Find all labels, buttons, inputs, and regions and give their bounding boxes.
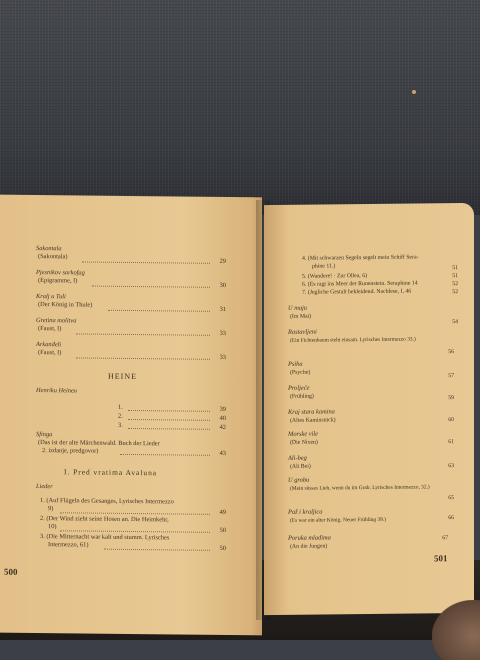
left-page — [0, 195, 262, 636]
entry-title: Poruka mladima — [288, 534, 331, 542]
page-number: 33 — [219, 353, 226, 361]
dot-leader — [120, 454, 210, 456]
entry-title: Arkanđeli — [36, 341, 62, 349]
page-number: 52 — [452, 289, 458, 296]
entry-sub: (Ali Bei) — [290, 463, 311, 470]
page-number: 39 — [219, 405, 226, 413]
page-number: 43 — [219, 449, 226, 457]
entry-line: 5. (Wandere! · Zur Ollea, 6) — [302, 273, 368, 280]
entry-sub: (Die Nixen) — [290, 439, 318, 446]
page-number: 54 — [452, 319, 458, 326]
entry-sub: (Sakontala) — [38, 253, 68, 261]
entry-sub: (Faust, I) — [38, 325, 62, 333]
dedication: Henriku Heineu — [36, 387, 77, 395]
entry-sub: (An die Jungen) — [290, 543, 328, 550]
entry-line: phine 11.) — [312, 263, 336, 270]
page-number: 49 — [219, 508, 226, 516]
page-number: 66 — [448, 515, 454, 522]
entry-sub: (Das ist der alte Märchenwald. Buch der Lieder — [38, 439, 160, 448]
page-number: 50 — [219, 526, 226, 534]
entry-title: Ali-beg — [288, 454, 307, 462]
page-number: 29 — [219, 257, 226, 265]
entry-sub: (Ein Fichtenbaum steht einsam. Lyrisches Intermezzo 33.) — [290, 336, 416, 344]
entry-sub: (Altes Kaminstück) — [290, 417, 336, 424]
numbered-item: 3. — [118, 421, 123, 429]
entry-title: Paž i kraljica — [288, 508, 323, 516]
page-number: 40 — [219, 414, 226, 422]
entry-sub: (Es war ein alter König. Neuer Frühling 39.) — [290, 516, 386, 524]
entry-line: 4. (Mit schwarzen Segeln segelt mein Schiff Sera- — [302, 254, 419, 262]
entry-title: Psiha — [288, 360, 303, 368]
dot-leader — [104, 549, 210, 551]
numbered-item: 1. — [118, 403, 123, 411]
entry-title: Morske vile — [288, 430, 318, 438]
entry-title: Gretina molitva — [36, 317, 77, 325]
right-page — [264, 203, 474, 615]
entry-line: 2. (Der Wind zieht seine Hosen an. Die Heimkehr, — [40, 515, 169, 524]
entry-title: Kralj u Tuli — [36, 293, 66, 301]
entry-sub: (Epigramme, I) — [38, 277, 78, 285]
dot-leader — [76, 333, 210, 335]
page-number: 50 — [219, 544, 226, 552]
dot-leader — [108, 310, 210, 312]
entry-sub: (Mein süsses Lieb, wenn du im Grab. Lyrisches Intermezzo, 32.) — [290, 484, 430, 492]
page-number: 60 — [448, 417, 454, 424]
entry-line: 6. (Es ragt ins Meer der Runenstein. Seraphine 14 — [302, 280, 418, 288]
entry-sub: (Psyche) — [290, 369, 311, 376]
dot-leader — [60, 512, 210, 515]
page-number: 61 — [448, 439, 454, 446]
page-number: 52 — [452, 281, 458, 288]
page-number: 33 — [219, 329, 226, 337]
entry-sub: (Faust, I) — [38, 349, 62, 357]
folio-left: 500 — [4, 566, 18, 577]
page-number: 51 — [452, 273, 458, 280]
entry-line: 1. (Auf Flügeln des Gesanges, Lyrisches Intermezzo — [40, 497, 174, 506]
dot-leader — [128, 419, 210, 421]
page-number: 56 — [448, 349, 454, 356]
entry-title: U maju — [288, 304, 307, 312]
page-number: 31 — [219, 305, 226, 313]
entry-line: Intermezzo, 61) — [48, 541, 89, 549]
entry-line: 9) — [48, 505, 54, 513]
section-heading: HEINE — [108, 371, 137, 382]
entry-sub: (Frühling) — [290, 393, 314, 400]
entry-title: Proljeće — [288, 384, 310, 392]
finger — [432, 600, 480, 660]
dot-leader — [128, 428, 210, 430]
entry-line: 10) — [48, 523, 57, 531]
stain-spot — [412, 90, 416, 94]
page-number: 42 — [219, 423, 226, 431]
dot-leader — [128, 410, 210, 412]
page-number: 57 — [448, 373, 454, 380]
dot-leader — [76, 357, 210, 359]
page-number: 65 — [448, 495, 454, 502]
entry-title: Kraj stara kamina — [288, 408, 335, 416]
entry-sub: (Im Mai) — [290, 313, 312, 320]
entry-title: Rastavljeni — [288, 328, 317, 336]
numbered-item: 2. — [118, 412, 123, 420]
entry-title: U grobu — [288, 476, 310, 484]
page-number: 59 — [448, 395, 454, 402]
entry-line: 7. (Jegliche Gestalt bekleidend. Nachlese, I, 46 — [302, 288, 412, 296]
page-number: 30 — [219, 281, 226, 289]
page-number: 63 — [448, 463, 454, 470]
page-number: 67 — [442, 535, 448, 542]
entry-sub: (Der König in Thule) — [38, 301, 93, 309]
part-heading: I. Pred vratima Avaluna — [64, 467, 158, 478]
entry-title: Sakontala — [36, 245, 62, 253]
entry-line: 3. (Die Mitternacht war kalt und stumm. Lyrisches — [40, 533, 170, 542]
entry-title: Pjesnikov sarkofag — [36, 269, 85, 277]
fabric-background — [0, 0, 480, 215]
folio-right: 501 — [434, 553, 448, 564]
page-number: 51 — [452, 265, 458, 272]
dot-leader — [92, 286, 210, 288]
entry-title: Sfinga — [36, 431, 53, 439]
dot-leader — [60, 530, 210, 533]
subsection-label: Lieder — [36, 483, 53, 491]
entry-sub: 2. izdanje, predgovor) — [42, 447, 99, 455]
dot-leader — [82, 261, 210, 263]
